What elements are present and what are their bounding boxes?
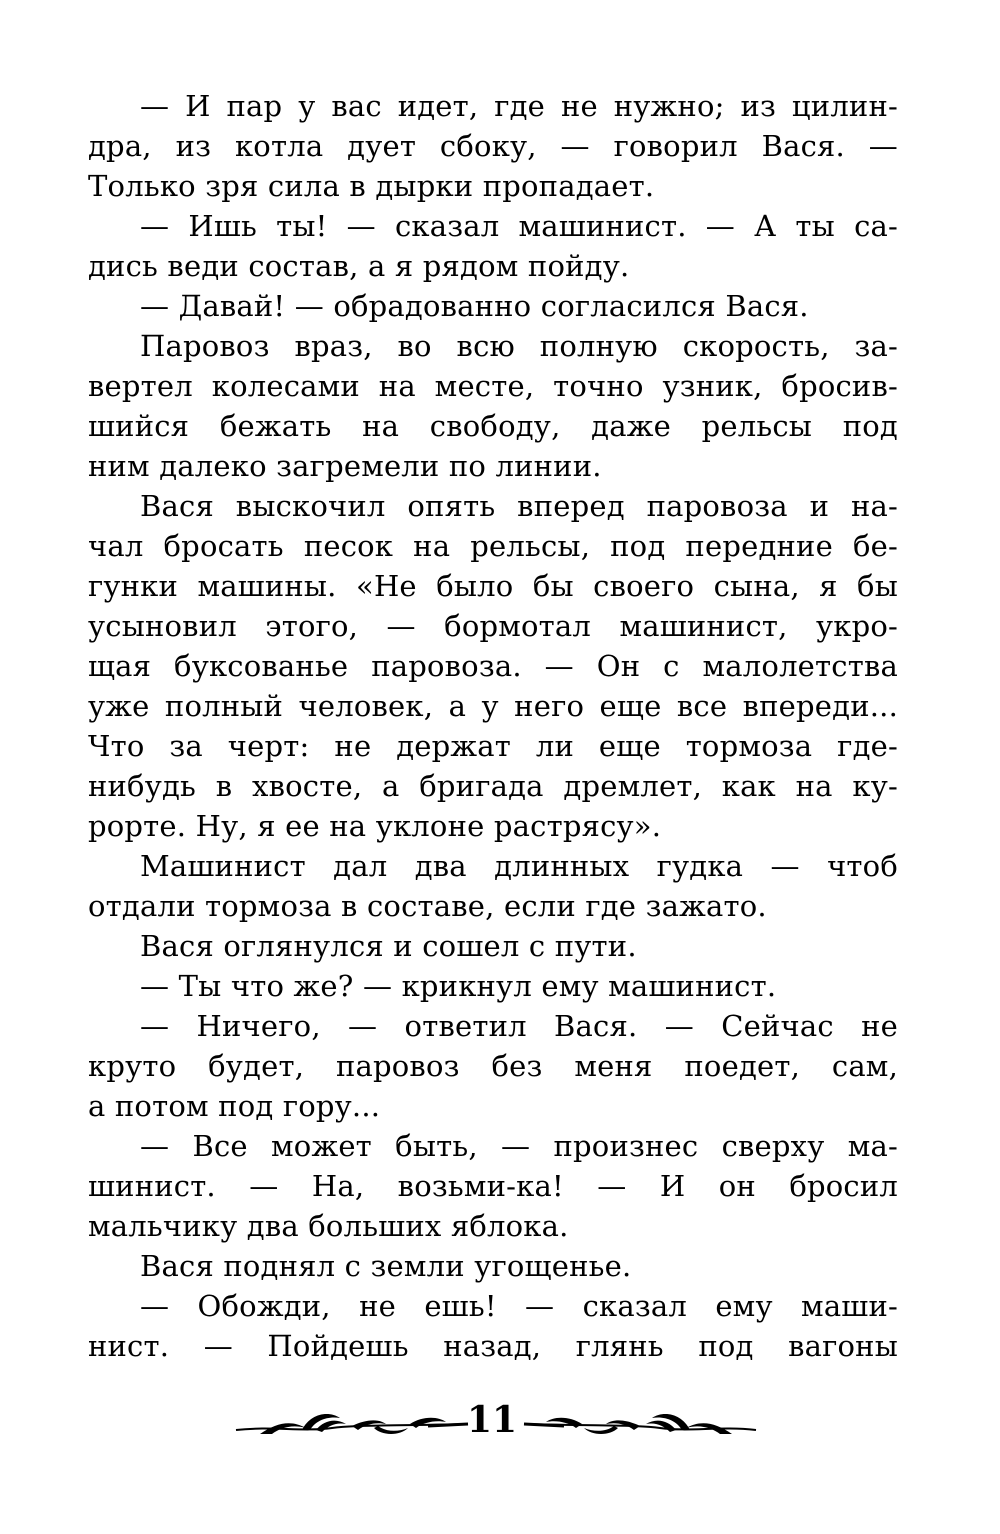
text-line: Что за черт: не держат ли еще тормоза где- <box>88 729 898 763</box>
flourish-right-icon <box>520 1400 760 1444</box>
text-line: чал бросать песок на рельсы, под передние бе- <box>88 529 898 563</box>
text-line: Вася оглянулся и сошел с пути. <box>140 929 637 963</box>
text-line: мальчику два больших яблока. <box>88 1209 569 1243</box>
text-line: Вася выскочил опять вперед паровоза и на- <box>140 489 898 523</box>
text-line: нист. — Пойдешь назад, глянь под вагоны <box>88 1329 898 1363</box>
text-line: Машинист дал два длинных гудка — чтоб <box>140 849 898 883</box>
text-line: дра, из котла дует сбоку, — говорил Вася. — <box>88 129 898 163</box>
page-footer <box>0 1392 1000 1452</box>
text-line: — Давай! — обрадованно согласился Вася. <box>140 289 809 323</box>
text-line: Паровоз враз, во всю полную скорость, за- <box>140 329 898 363</box>
text-line: шинист. — На, возьми-ка! — И он бросил <box>88 1169 898 1203</box>
text-line: гунки машины. «Не было бы своего сына, я бы <box>88 569 898 603</box>
text-line: Вася поднял с земли угощенье. <box>140 1249 632 1283</box>
text-line: усыновил этого, — бормотал машинист, укро- <box>88 609 898 643</box>
text-line: — Обожди, не ешь! — сказал ему маши- <box>140 1289 898 1323</box>
text-line: а потом под гору... <box>88 1089 381 1123</box>
text-line: ним далеко загремели по линии. <box>88 449 602 483</box>
text-line: вертел колесами на месте, точно узник, бросив- <box>88 369 898 403</box>
text-line: — Ишь ты! — сказал машинист. — А ты са- <box>140 209 898 243</box>
text-line: нибудь в хвосте, а бригада дремлет, как на ку- <box>88 769 898 803</box>
text-line: шийся бежать на свободу, даже рельсы под <box>88 409 898 443</box>
text-line: — Ничего, — ответил Вася. — Сейчас не <box>140 1009 898 1043</box>
text-line: рорте. Ну, я ее на уклоне растрясу». <box>88 809 662 843</box>
text-line: Только зря сила в дырки пропадает. <box>88 169 655 203</box>
text-line: — Все может быть, — произнес сверху ма- <box>140 1129 898 1163</box>
text-line: — Ты что же? — крикнул ему машинист. <box>140 969 777 1003</box>
text-line: отдали тормоза в составе, если где зажато. <box>88 889 767 923</box>
text-line: — И пар у вас идет, где не нужно; из цилин- <box>140 89 898 123</box>
body-text <box>88 86 898 1366</box>
text-line: щая буксованье паровоза. — Он с малолетства <box>88 649 898 683</box>
text-line: круто будет, паровоз без меня поедет, сам, <box>88 1049 898 1083</box>
flourish-left-icon <box>232 1400 472 1444</box>
page-number: 11 <box>466 1399 518 1441</box>
text-line: дись веди состав, а я рядом пойду. <box>88 249 630 283</box>
text-line: уже полный человек, а у него еще все впереди... <box>88 689 898 723</box>
